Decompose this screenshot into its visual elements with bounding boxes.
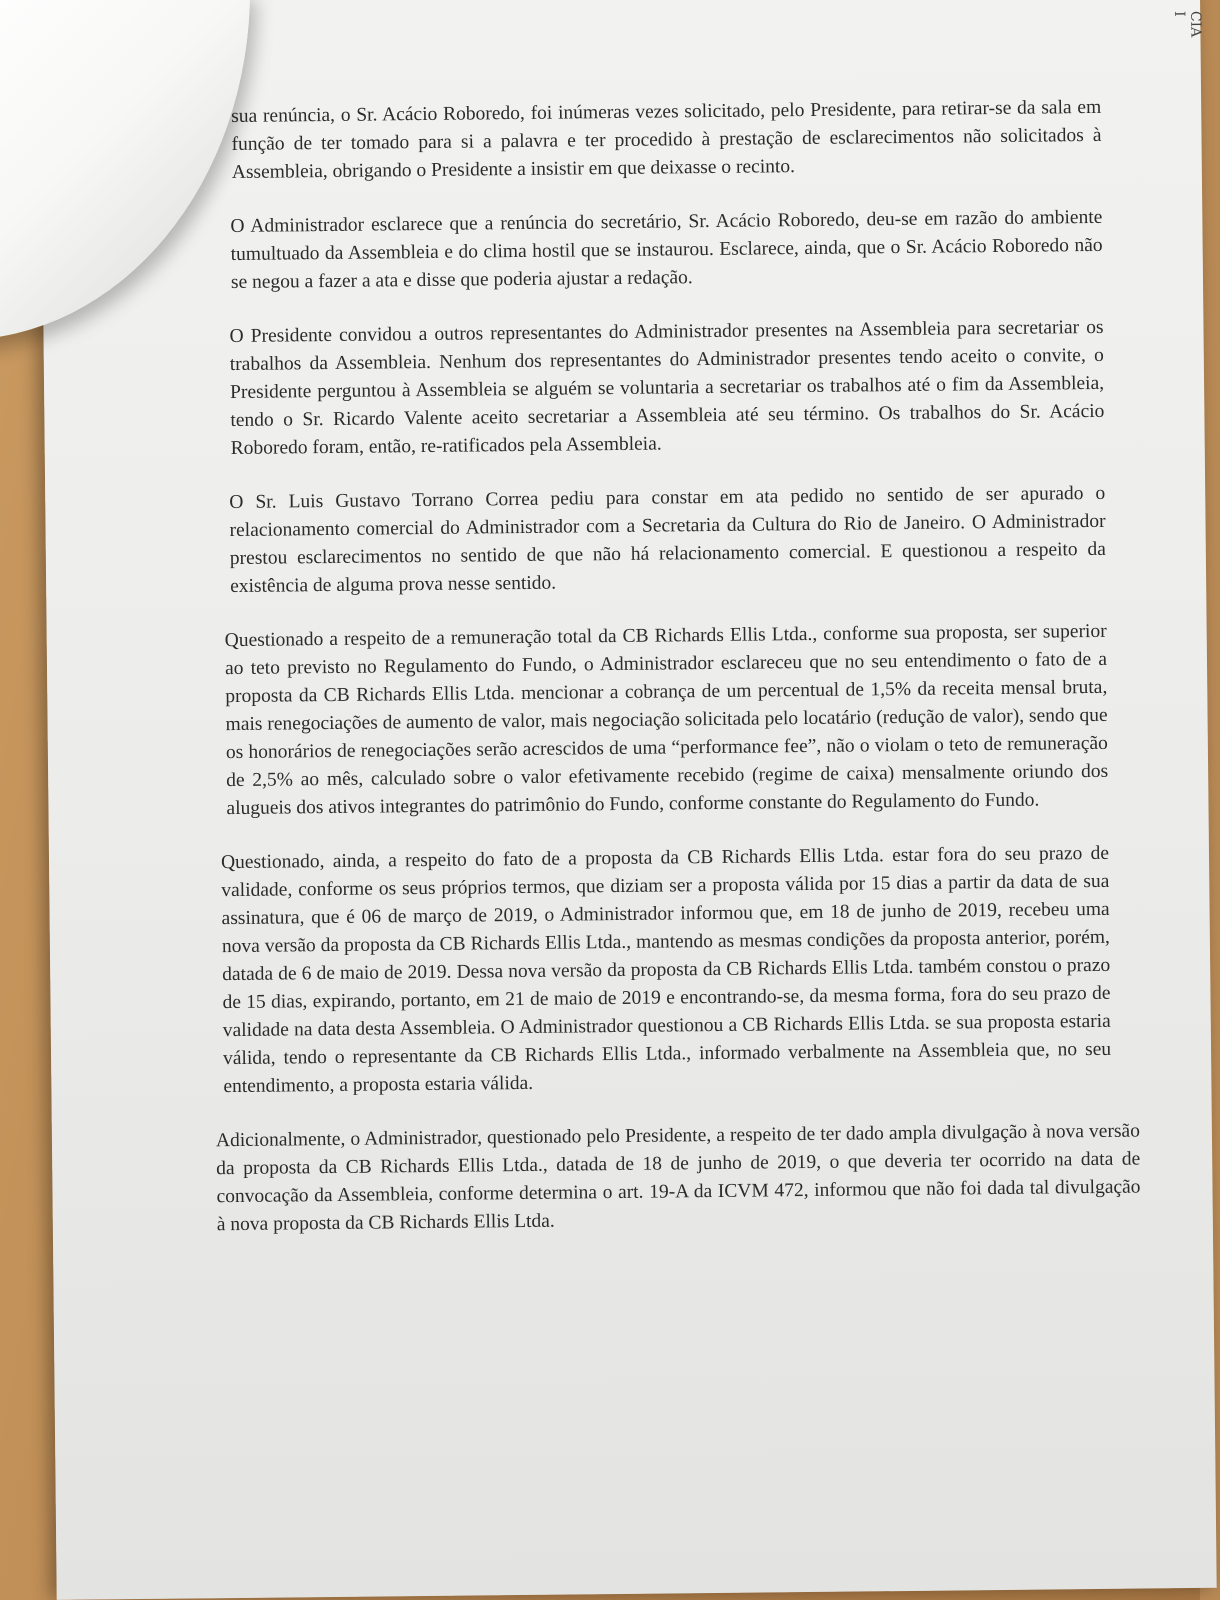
paragraph-renuncia: sua renúncia, o Sr. Acácio Roboredo, foi inúmeras vezes solicitado, pelo Presidente, para retirar-se da sala em função de ter tomado para si a palavra e ter procedido à prestação de esclarecimentos não solicitados à Assembleia, obrigando o Presidente a insistir em que deixasse o recinto.	[231, 96, 1102, 184]
paragraph-divulgacao: Adicionalmente, o Administrador, questionado pelo Presidente, a respeito de ter dado ampla divulgação à nova versão da proposta da CB Richards Ellis Ltda., datada de 18 de junho de 2019, o que deveria ter ocorrido na data de convocação da Assembleia, conforme determina o art. 19-A da ICVM 472, informou que não foi dada tal divulgação à nova proposta da CB Richards Ellis Ltda.	[215, 1120, 1141, 1236]
document-body	[201, 94, 1141, 1265]
paragraph-esclarecimento-administrador: O Administrador esclarece que a renúncia do secretário, Sr. Acácio Roboredo, deu-se em razão do ambiente tumultuado da Assembleia e do clima hostil que se instaurou. Esclarece, ainda, que o Sr. Acácio Roboredo não se negou a fazer a ata e disse que poderia ajustar a redação.	[230, 206, 1103, 294]
paragraph-relacionamento-comercial: O Sr. Luis Gustavo Torrano Correa pediu para constar em ata pedido no sentido de ser apurado o relacionamento comercial do Administrador com a Secretaria da Cultura do Rio de Janeiro. O Administrador prestou esclarecimentos no sentido de que não há relacionamento comercial. E questionou a respeito da existência de alguma prova nesse sentido.	[229, 482, 1106, 598]
paragraph-remuneracao: Questionado a respeito de a remuneração total da CB Richards Ellis Ltda., conforme sua proposta, ser superior ao teto previsto no Regulamento do Fundo, o Administrador esclareceu que no seu entendimento o fato de a proposta da CB Richards Ellis Ltda. mencionar a cobrança de um percentual de 1,5% da receita mensal bruta, mais renegociações de aumento de valor, mais negociação solicitada pelo locatário (redução de valor), sendo que os honorários de renegociações serão acrescidos de uma “performance fee”, não o violam o teto de remuneração de 2,5% ao mês, calculado sobre o valor efetivamente recebido (regime de caixa) mensalmente oriundo dos alugueis dos ativos integrantes do patrimônio do Fundo, conforme constante do Regulamento do Fundo.	[224, 620, 1109, 820]
edge-text: CIA I	[1171, 10, 1204, 38]
paragraph-prazo-validade: Questionado, ainda, a respeito do fato de a proposta da CB Richards Ellis Ltda. estar fora do seu prazo de validade, conforme os seus próprios termos, que diziam ser a proposta válida por 15 dias a partir da data de sua assinatura, que é 06 de março de 2019, o Administrador informou que, em 18 de junho de 2019, recebeu uma nova versão da proposta da CB Richards Ellis Ltda., mantendo as mesmas condições da proposta anterior, porém, datada de 6 de maio de 2019. Dessa nova versão da proposta da CB Richards Ellis Ltda. também constou o prazo de 15 dias, expirando, portanto, em 21 de maio de 2019 e encontrando-se, da mesma forma, fora do seu prazo de validade na data desta Assembleia. O Administrador questionou a CB Richards Ellis Ltda. se sua proposta estaria válida, tendo o representante da CB Richards Ellis Ltda., informado verbalmente na Assembleia que, no seu entendimento, a proposta estaria válida.	[220, 842, 1112, 1098]
document-page	[40, 0, 1217, 1600]
paragraph-convite-secretario: O Presidente convidou a outros representantes do Administrador presentes na Assembleia para secretariar os trabalhos da Assembleia. Nenhum dos representantes do Administrador presentes tendo aceito o convite, o Presidente perguntou à Assembleia se alguém se voluntaria a secretariar os trabalhos até o fim da Assembleia, tendo o Sr. Ricardo Valente aceito secretariar a Assembleia até seu término. Os trabalhos do Sr. Acácio Roboredo foram, então, re-ratificados pela Assembleia.	[229, 316, 1105, 460]
